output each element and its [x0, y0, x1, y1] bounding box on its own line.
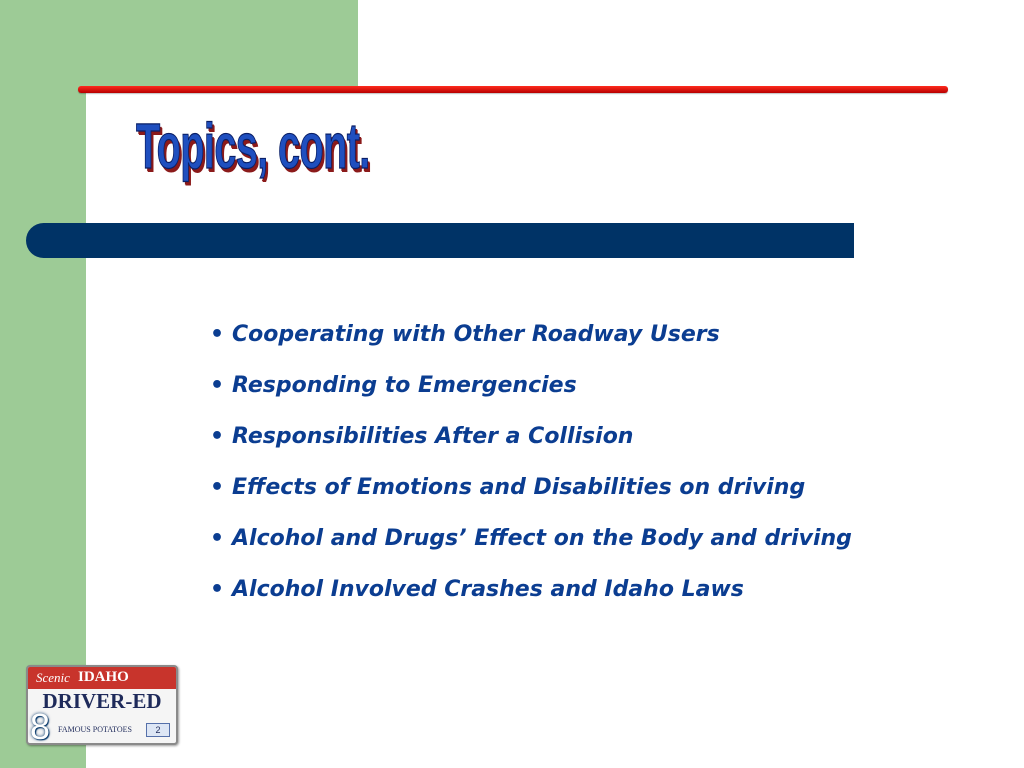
plate-sticker: 2 — [146, 723, 170, 737]
left-green-sidebar — [0, 0, 86, 768]
bullet-dot: • — [210, 322, 225, 347]
top-green-band — [0, 0, 358, 90]
slide-number: 8 — [30, 706, 51, 747]
bullet-dot: • — [210, 526, 225, 551]
bullet-text: Cooperating with Other Roadway Users — [232, 322, 720, 347]
bullet-text: Effects of Emotions and Disabilities on driving — [232, 475, 806, 500]
bullet-item — [210, 564, 852, 615]
bullet-text: Alcohol Involved Crashes and Idaho Laws — [232, 577, 744, 602]
bullet-item — [210, 462, 852, 513]
bullet-item — [210, 309, 852, 360]
bullet-dot: • — [210, 475, 225, 500]
red-divider-line — [78, 86, 948, 93]
bullet-text: Alcohol and Drugs’ Effect on the Body and driving — [232, 526, 852, 551]
slide-title: Topics, cont. — [136, 110, 370, 182]
bullet-item — [210, 360, 852, 411]
bullet-dot: • — [210, 577, 225, 602]
plate-scenic-text: Scenic — [36, 670, 70, 685]
bullet-list — [210, 309, 852, 615]
bullet-dot: • — [210, 373, 225, 398]
plate-state-text: IDAHO — [78, 669, 129, 685]
plate-main-text: DRIVER-ED — [42, 689, 162, 713]
navy-title-bar — [26, 223, 854, 258]
bullet-text: Responding to Emergencies — [232, 373, 577, 398]
bullet-item — [210, 513, 852, 564]
bullet-text: Responsibilities After a Collision — [232, 424, 634, 449]
bullet-dot: • — [210, 424, 225, 449]
bullet-item — [210, 411, 852, 462]
plate-sub-text: FAMOUS POTATOES — [58, 725, 132, 734]
